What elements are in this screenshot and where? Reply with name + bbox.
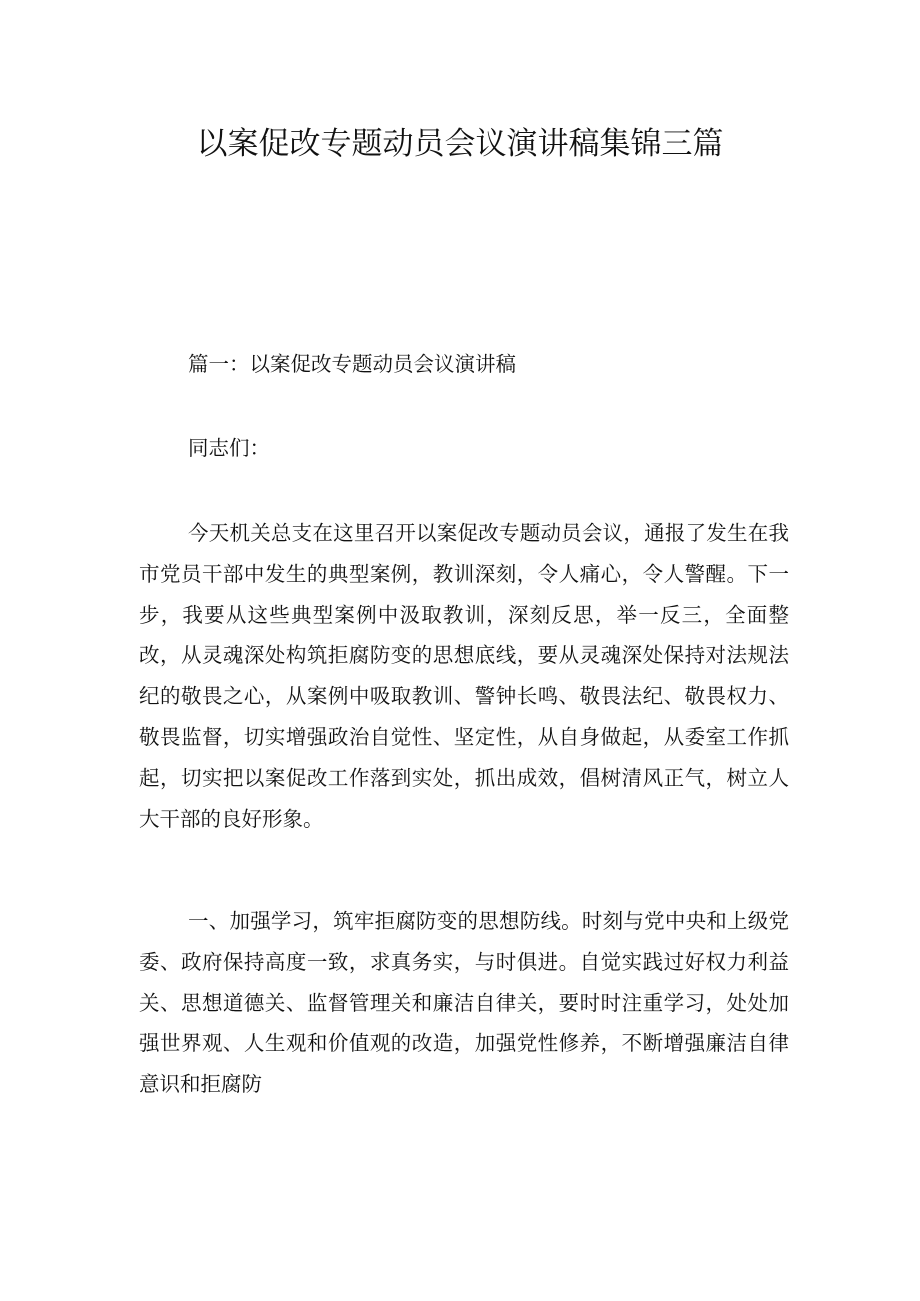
body-paragraph-2: 一、加强学习，筑牢拒腐防变的思想防线。时刻与党中央和上级党委、政府保持高度一致，求真务实，与时俱进。自觉实践过好权力利益关、思想道德关、监督管理关和廉洁自律关，要时时注重学习，处处加强世界观、人生观和价值观的改造，加强党性修养，不断增强廉洁自律意识和拒腐防 [139,909,789,1097]
salutation: 同志们： [188,436,270,460]
body-paragraph-1: 今天机关总支在这里召开以案促改专题动员会议，通报了发生在我市党员干部中发生的典型案例，教训深刻，令人痛心，令人警醒。下一步，我要从这些典型案例中汲取教训，深刻反思，举一反三，全面整改，从灵魂深处构筑拒腐防变的思想底线，要从灵魂深处保持对法规法纪的敬畏之心，从案例中吸取教训、警钟长鸣、敬畏法纪、敬畏权力、敬畏监督，切实增强政治自觉性、坚定性，从自身做起，从委室工作抓起，切实把以案促改工作落到实处，抓出成效，倡树清风正气，树立人大干部的良好形象。 [139,521,789,831]
section-heading: 篇一：以案促改专题动员会议演讲稿 [188,352,516,376]
document-title: 以案促改专题动员会议演讲稿集锦三篇 [196,126,724,162]
